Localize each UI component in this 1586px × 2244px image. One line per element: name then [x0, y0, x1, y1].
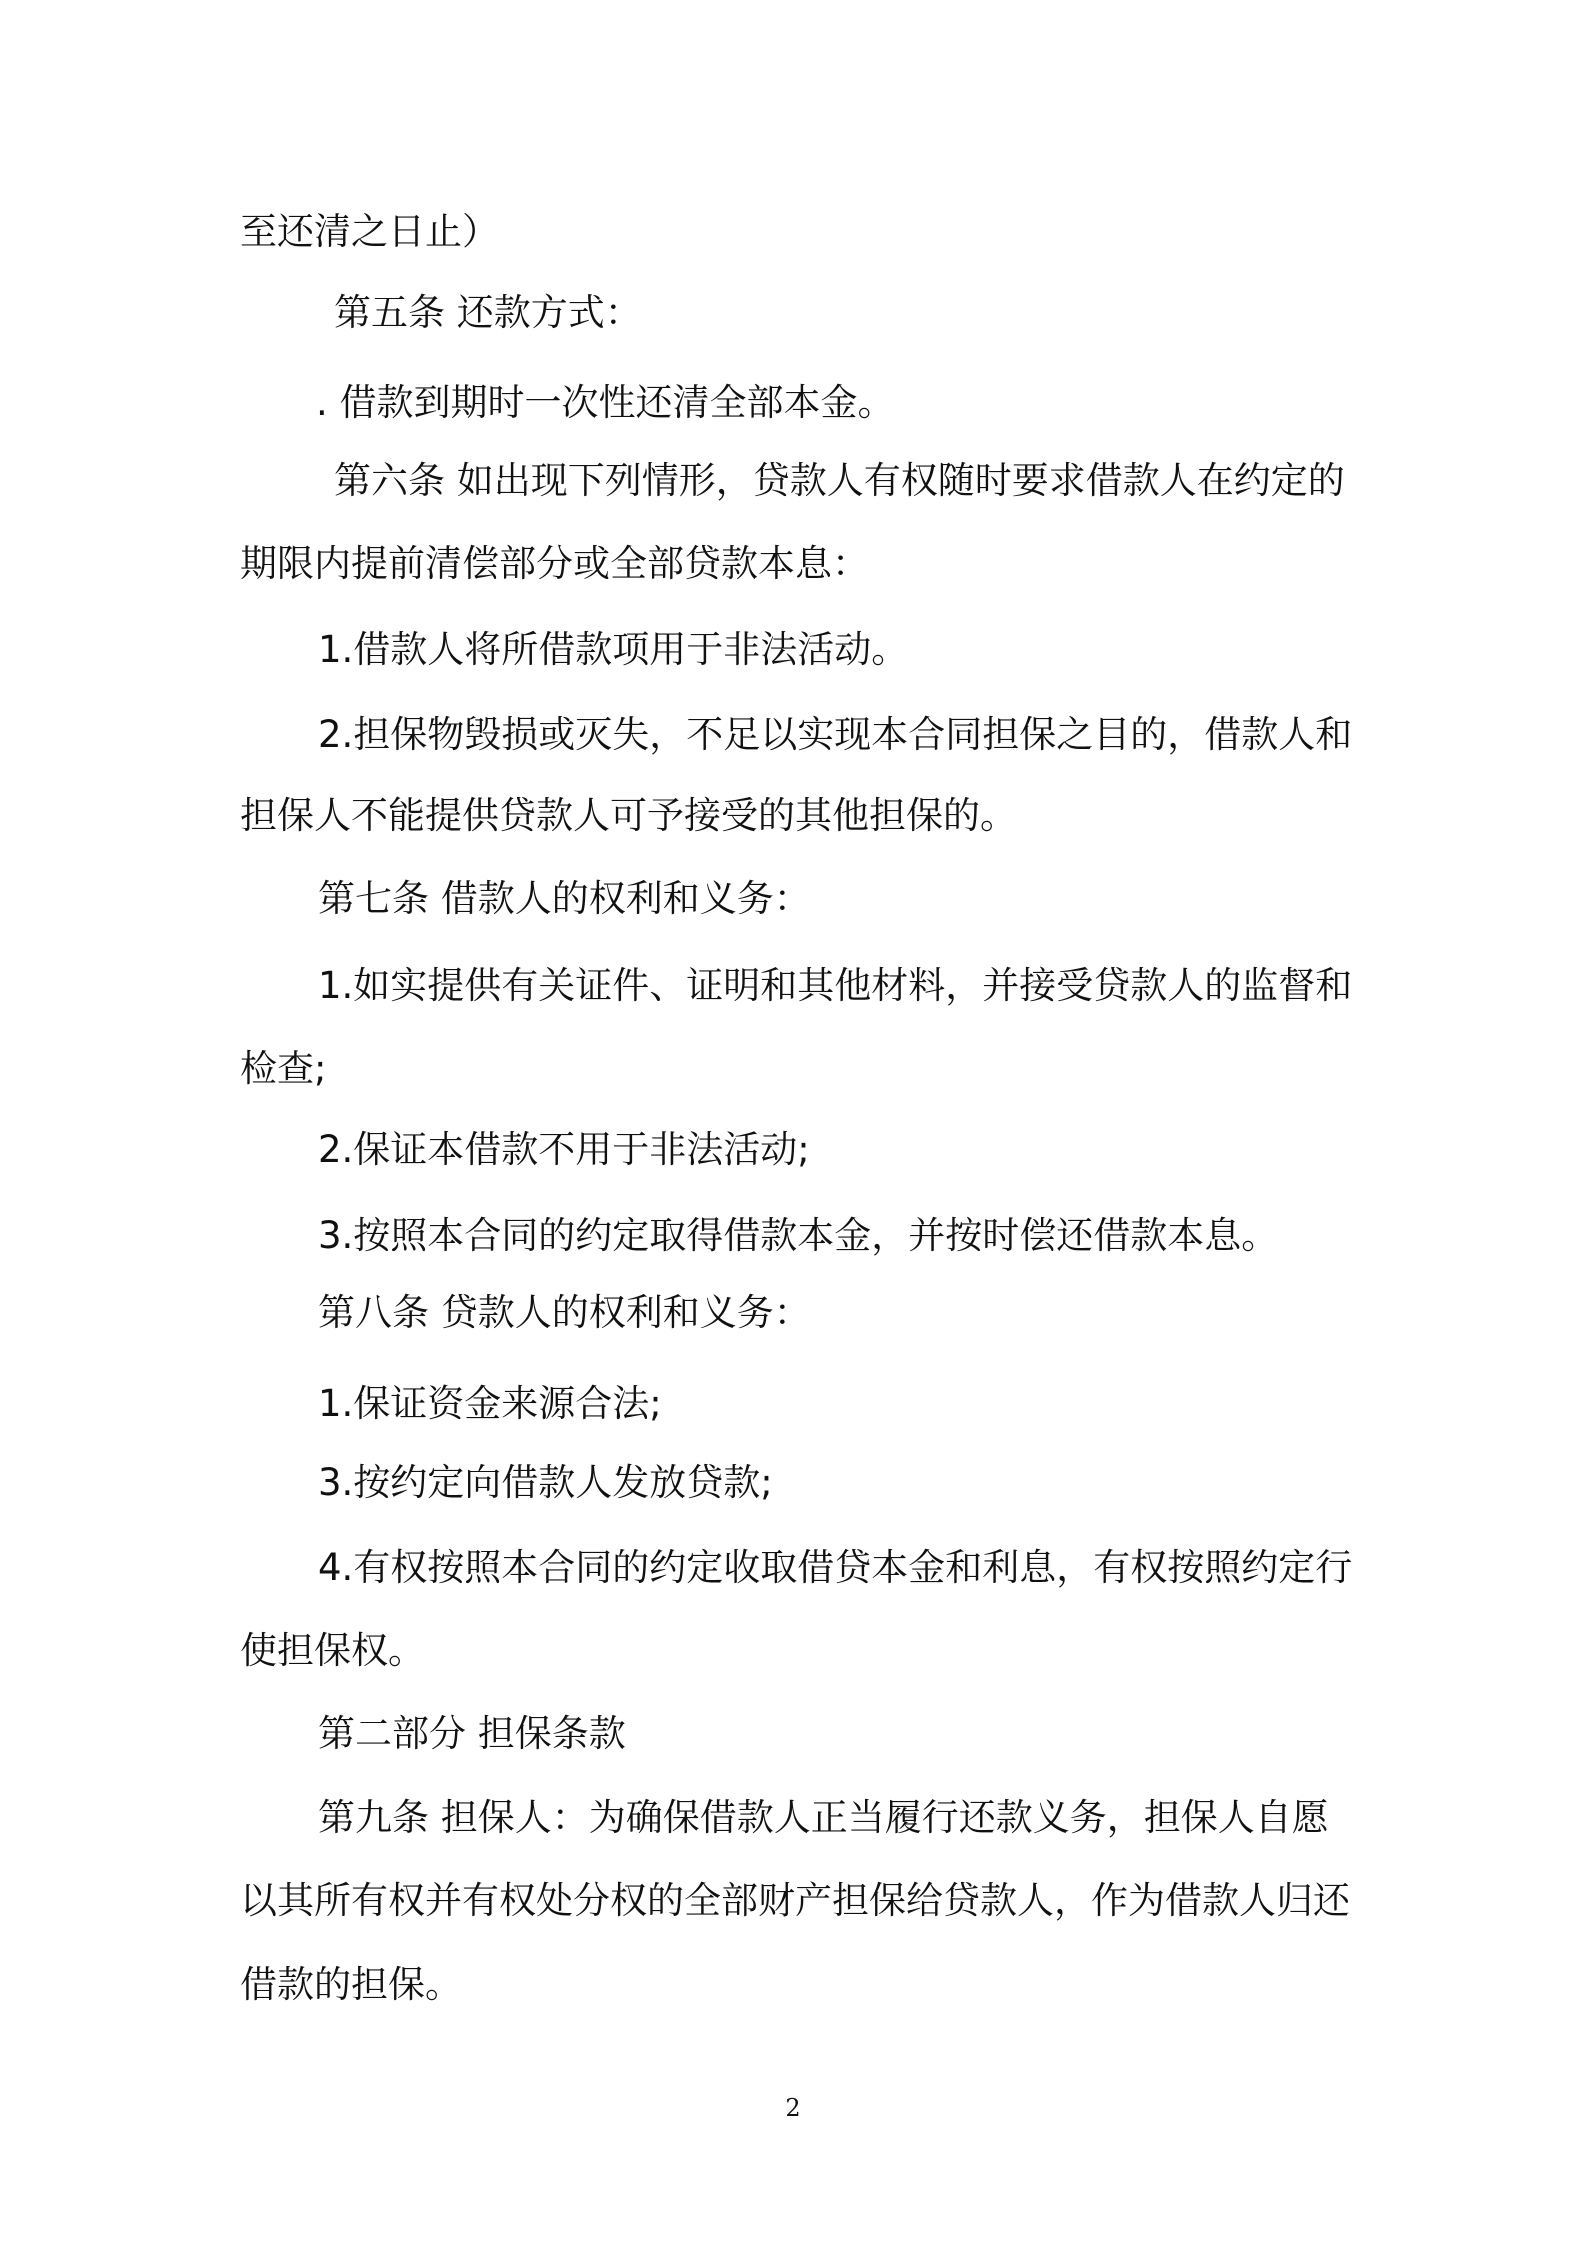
- page-number: 2: [785, 2094, 801, 2122]
- list-item: 1.如实提供有关证件、证明和其他材料，并接受贷款人的监督和: [318, 964, 1353, 1007]
- text-line: 期限内提前清偿部分或全部贷款本息：: [240, 542, 869, 585]
- text-line: 担保人不能提供贷款人可予接受的其他担保的。: [240, 794, 1017, 837]
- list-item: 2.担保物毁损或灭失，不足以实现本合同担保之目的，借款人和: [318, 713, 1353, 756]
- list-item: 1.借款人将所借款项用于非法活动。: [318, 628, 909, 671]
- text-line: 使担保权。: [240, 1629, 425, 1672]
- section-heading: 第二部分 担保条款: [318, 1712, 626, 1755]
- clause-heading: 第八条 贷款人的权利和义务：: [318, 1291, 811, 1334]
- text-line: 至还清之日止）: [240, 210, 499, 253]
- list-item: 3.按约定向借款人发放贷款;: [318, 1461, 773, 1504]
- list-item: 3.按照本合同的约定取得借款本金，并按时偿还借款本息。: [318, 1214, 1279, 1257]
- list-item: 4.有权按照本合同的约定收取借贷本金和利息，有权按照约定行: [318, 1546, 1353, 1589]
- list-item: 2.保证本借款不用于非法活动;: [318, 1128, 810, 1171]
- clause-heading: 第五条 还款方式：: [334, 291, 642, 334]
- clause-heading: 第七条 借款人的权利和义务：: [318, 877, 811, 920]
- text-line: 以其所有权并有权处分权的全部财产担保给贷款人，作为借款人归还: [240, 1879, 1350, 1922]
- text-line: . 借款到期时一次性还清全部本金。: [316, 381, 895, 424]
- clause-heading: 第九条 担保人：为确保借款人正当履行还款义务，担保人自愿: [318, 1796, 1329, 1839]
- text-line: 检查;: [240, 1047, 327, 1090]
- list-item: 1.保证资金来源合法;: [318, 1382, 662, 1425]
- clause-heading: 第六条 如出现下列情形，贷款人有权随时要求借款人在约定的: [334, 459, 1345, 502]
- text-line: 借款的担保。: [240, 1963, 462, 2006]
